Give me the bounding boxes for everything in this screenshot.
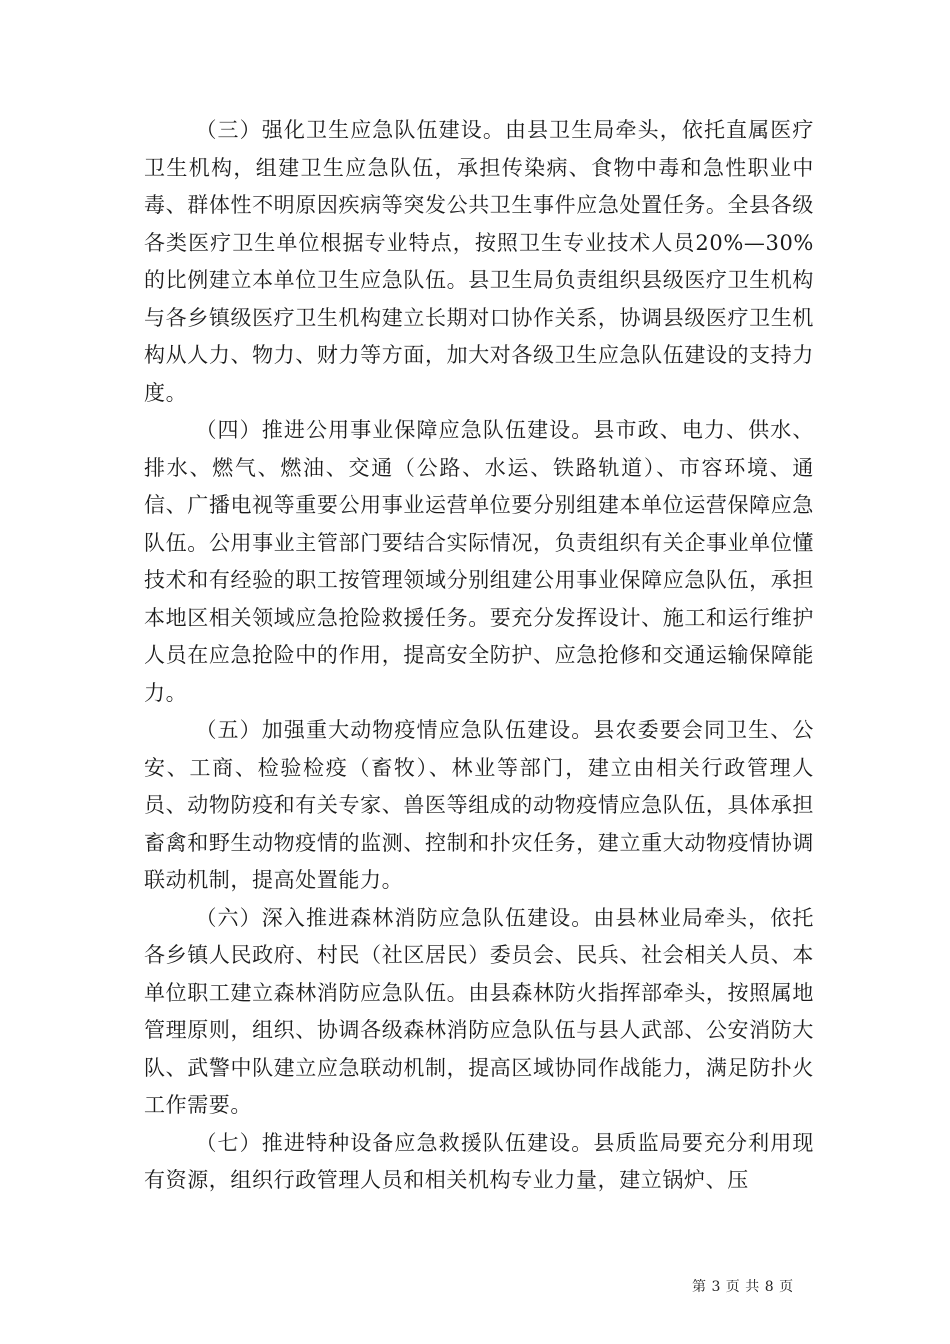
paragraph-animal-epidemic-team: （五）加强重大动物疫情应急队伍建设。县农委要会同卫生、公安、工商、检验检疫（畜牧）、林业等部门，建立由相关行政管理人员、动物防疫和有关专家、兽医等组成的动物疫情应急队伍，具体承担畜禽和野生动物疫情的监测、控制和扑灾任务，建立重大动物疫情协调联动机制，提高处置能力。 — [144, 718, 814, 892]
paragraph-special-equipment-team: （七）推进特种设备应急救援队伍建设。县质监局要充分利用现有资源，组织行政管理人员和相关机构专业力量，建立锅炉、压 — [144, 1130, 814, 1192]
document-body — [144, 112, 814, 1200]
paragraph-health-emergency-team: （三）强化卫生应急队伍建设。由县卫生局牵头，依托直属医疗卫生机构，组建卫生应急队伍，承担传染病、食物中毒和急性职业中毒、群体性不明原因疾病等突发公共卫生事件应急处置任务。全县各级各类医疗卫生单位根据专业特点，按照卫生专业技术人员20%—30%的比例建立本单位卫生应急队伍。县卫生局负责组织县级医疗卫生机构与各乡镇级医疗卫生机构建立长期对口协作关系，协调县级医疗卫生机构从人力、物力、财力等方面，加大对各级卫生应急队伍建设的支持力度。 — [144, 118, 814, 405]
page-number-footer: 第 3 页 共 8 页 — [692, 1279, 794, 1295]
paragraph-forest-fire-team: （六）深入推进森林消防应急队伍建设。由县林业局牵头，依托各乡镇人民政府、村民（社区居民）委员会、民兵、社会相关人员、本单位职工建立森林消防应急队伍。由县森林防火指挥部牵头，按照属地管理原则，组织、协调各级森林消防应急队伍与县人武部、公安消防大队、武警中队建立应急联动机制，提高区域协同作战能力，满足防扑火工作需要。 — [144, 905, 814, 1117]
paragraph-public-utility-team: （四）推进公用事业保障应急队伍建设。县市政、电力、供水、排水、燃气、燃油、交通（公路、水运、铁路轨道）、市容环境、通信、广播电视等重要公用事业运营单位要分别组建本单位运营保障应急队伍。公用事业主管部门要结合实际情况，负责组织有关企事业单位懂技术和有经验的职工按管理领域分别组建公用事业保障应急队伍，承担本地区相关领域应急抢险救援任务。要充分发挥设计、施工和运行维护人员在应急抢险中的作用，提高安全防护、应急抢修和交通运输保障能力。 — [144, 418, 814, 705]
